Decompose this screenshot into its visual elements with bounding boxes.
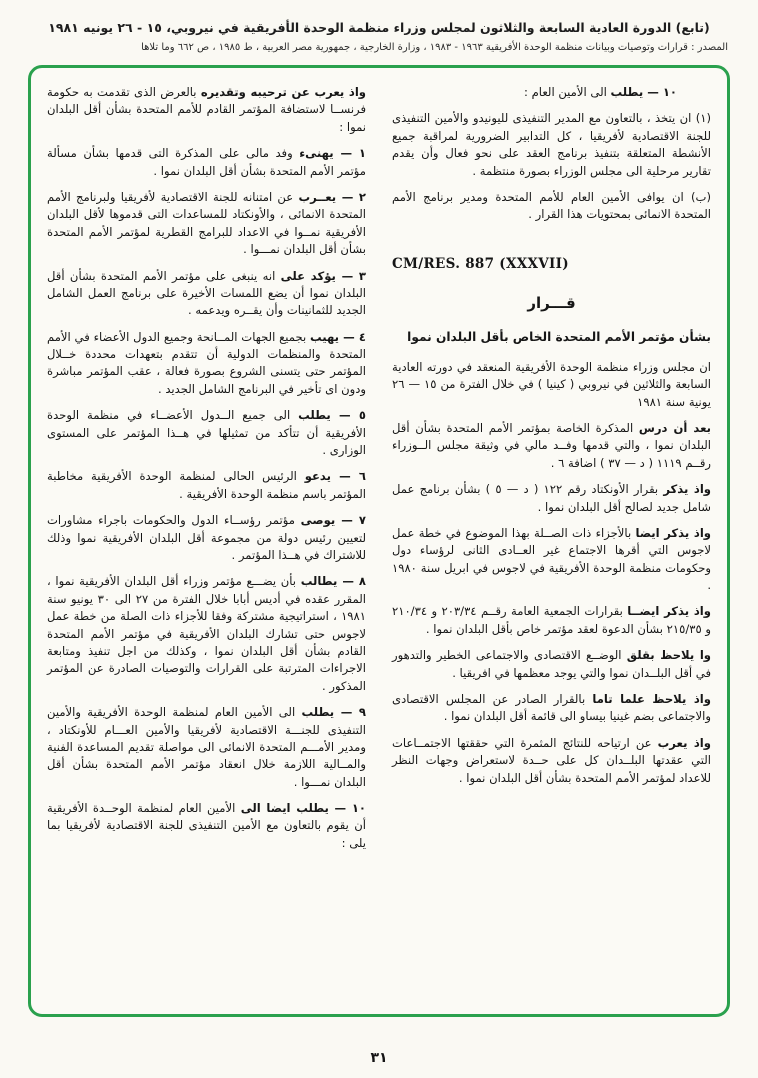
paragraph [47, 573, 366, 695]
paragraph-lead: ٣ — يؤكد على [280, 268, 366, 283]
paragraph-text: انه ينبغى على مؤتمر الأمم المتحدة بشأن أقل البلدان نموا أن يضع اللمسات الأخيرة على برنامج العمل الشامل الجديد للثمانينات وأن يقــره ويدعمه . [47, 268, 366, 318]
paragraph-lead: واذ يذكر ايضــا [627, 604, 711, 619]
paragraph [392, 691, 711, 726]
paragraph-text: (١) ان يتخذ ، بالتعاون مع المدير التنفيذى لليونيدو والأمين التنفيذى للجنة الاقتصادية لأفريقيا ، كل التدابير الضرورية لمراقبة جميع الأنشطة المتعلقة بتنفيذ برنامج العقد على نحو فعال وأن يقدم تقارير مرحلية الى مجلس الوزراء بصورة منتظمة . [392, 111, 711, 178]
paragraph [47, 84, 366, 136]
paragraph-lead: وا يلاحظ بقلق [626, 648, 712, 663]
paragraph-text: وفد مالى على المذكرة التى قدمها بشأن مسألة مؤتمر الأمم المتحدة بشأن أقل البلدان نموا . [47, 146, 366, 178]
paragraph [47, 800, 366, 852]
resolution-code: CM/RES. 887 (XXXVII) [392, 255, 569, 272]
paragraph-text: المذكرة الخاصة بمؤتمر الأمم المتحدة بشأن أقل البلدان نموا ، والتي قدمها وفــد مالي في وثيقة مجلس الــوزراء رقــم ١١١٩ ( د — ٣٧ ) اضافة ٦ . [392, 420, 711, 470]
paragraph [392, 603, 711, 638]
paragraph-text: الى جميع الــدول الأعضــاء في منظمة الوحدة الأفريقية أن تتأكد من تمثيلها في هــذا المؤتمر على المستوى الوزارى . [47, 408, 366, 458]
paragraph [392, 735, 711, 787]
paragraph [47, 704, 366, 791]
paragraph-text: بقرار الأونكتاد رقم ١٢٢ ( د — ٥ ) بشأن برنامج عمل شامل جديد لصالح أقل البلدان نموا . [392, 482, 711, 514]
column-left [47, 84, 366, 1004]
paragraph [392, 110, 711, 180]
paragraph [47, 189, 366, 259]
paragraph-text: مؤتمر رؤســاء الدول والحكومات باجراء مشاورات لتعيين رئيس دولة من مجموعة أقل البلدان الأفريقية نموا وذلك للاشتراك في هــذا المؤتمر . [47, 513, 366, 562]
paragraph-lead: واذ يعرب عن ترحيبه وتقديره [200, 85, 366, 99]
page-number: ٣١ [370, 1050, 388, 1066]
paragraph-text: (ب) ان يوافى الأمين العام للأمم المتحدة ومدير برنامج الأمم المتحدة الانمائى بمحتويات هذا القرار . [392, 189, 711, 222]
resolution-subject: بشأن مؤتمر الأمم المتحدة الخاص بأقل البلدان نموا [407, 330, 711, 345]
paragraph-lead: ٦ — يدعو [304, 469, 366, 484]
paragraph-lead: واذ يعرب [657, 735, 711, 750]
paragraph [47, 512, 366, 564]
paragraph-lead: ٥ — يطلب [298, 408, 366, 423]
paragraph [392, 525, 711, 595]
paragraph-text: بالعرض الذى تقدمت به حكومة فرنســا لاستضافة المؤتمر القادم للأمم المتحدة بشأن أقل البلدان نموا : [47, 85, 366, 134]
paragraph [392, 647, 711, 682]
paragraph-lead: ٨ — يطالب [300, 574, 366, 589]
paragraph-lead: ١٠ — يطلب [610, 85, 677, 99]
paragraph [47, 329, 366, 399]
paragraph-text: بأن يضـــع مؤتمر وزراء أقل البلدان الأفريقية نموا ، المقرر عقده في أديس أبابا خلال الفترة من ٢٧ الى ٣٠ يونيو سنة ١٩٨١ ، استراتيجية مشتركة وفقا للأجزاء ذات الصلة من خطة عمل لاجوس حتى تشارك البلدان الأفريقية في مؤتمر الأمم المتحدة القادم بشأن أقل البلدان نموا ، وكذلك من اجل تنفيذ ومتابعة الاجراءات المترتبة على القرارات والتوصيات الصادرة عن المؤتمر المذكور . [47, 574, 367, 693]
column-right [392, 84, 711, 1004]
paragraph-lead: واذ يذكر ايضا [635, 525, 711, 540]
header-source-line: المصدر : قرارات وتوصيات وبيانات منظمة الوحدة الأفريقية ١٩٦٣ - ١٩٨٣ ، وزارة الخارجية ، جمهورية مصر العربية ، ط ١٩٨٥ ، ص ٦٦٢ وما تلاها [141, 42, 728, 53]
paragraph [47, 268, 366, 320]
paragraph [392, 359, 711, 411]
paragraph-lead: بعد أن درس [638, 420, 711, 435]
paragraph-text: بقرارات الجمعية العامة رقــم ٢٠٣/٣٤ و ٢١٠/٣٤ و ٢١٥/٣٥ بشأن الدعوة لعقد مؤتمر خاص بأقل البلدان نموا . [392, 604, 711, 636]
paragraph-text: الرئيس الحالى لمنظمة الوحدة الأفريقية مخاطبة المؤتمر باسم منظمة الوحدة الأفريقية . [47, 469, 366, 501]
paragraph-text: عن ارتياحه للنتائج المثمرة التي حققتها الاجتمــاعات التي عقدتها البلــدان كل على حــدة لاستعراض وجهات النظر للاعداد لمؤتمر الأمم المتحدة بشأن أقل البلدان نموا . [392, 735, 711, 785]
paragraph-text: الى الأمين العام لمنظمة الوحدة الأفريقية والأمين التنفيذى للجنـــة الاقتصادية لأفريقيا والأمين العـــام للأونكتاد ، ومدير الأمـــم المتحدة الانمائى الى مواصلة تقديم المساعدة الفنية والمــالية اللازمة خلال انعقاد مؤتمر الأمم المتحدة بشأن أقل البلدان نمـــوا . [47, 705, 366, 789]
paragraph-lead: واذ يذكر [663, 482, 712, 497]
two-column-text [47, 84, 711, 1004]
header-title: (تابع) الدورة العادية السابعة والثلاثون لمجلس وزراء منظمة الوحدة الأفريقية في نيروبي، ١٥ - ٢٦ يونيه ١٩٨١ [48, 20, 710, 35]
paragraph-lead: ١ — يهنىء [299, 146, 366, 161]
paragraph-text: ان مجلس وزراء منظمة الوحدة الأفريقية المنعقد في دورته العادية السابعة والثلاثين في نيروبي ( كينيا ) في خلال الفترة من ١٥ — ٢٦ يونية سنة ١٩٨١ [392, 359, 711, 409]
paragraph-text: عن امتنانه للجنة الاقتصادية لأفريقيا ولبرنامج الأمم المتحدة الانمائى ، والأونكتاد للمساعدات التى قدموها لأقل البلدان الأفريقية نمــوا في الاعداد للبرامج القطرية لمؤتمر الأمم المتحدة بشأن أقل البلدان نمـــوا . [47, 189, 366, 257]
paragraph-lead: ٩ — يطلب [301, 705, 366, 720]
paragraph-text: الى الأمين العام : [524, 85, 611, 99]
paragraph [392, 189, 711, 224]
page-header [0, 0, 758, 53]
paragraph-text: بالأجزاء ذات الصــلة بهذا الموضوع في خطة عمل لاجوس التي أقرها الاجتماع غير العــادى الثانى لرؤساء دول وحكومات منظمة الوحدة الأفريقية في لاجوس في ابريل سنة ١٩٨٠ . [392, 525, 711, 593]
paragraph-text: بجميع الجهات المــانحة وجميع الدول الأعضاء في الأمم المتحدة والمنظمات الدولية أن تتقدم بتعهدات محددة خــلال المؤتمر حتى يتسنى الشروع بصورة فعالة ، عقب المؤتمر مباشرة ودون اى تأخير في البرنامج الشامل الجديد . [47, 329, 366, 396]
paragraph-lead: واذ يلاحظ علما تاما [592, 692, 711, 707]
paragraph-lead: ٢ — يعــرب [298, 189, 366, 204]
paragraph-lead: ٤ — يهيب [310, 329, 366, 344]
resolution-title: قـــرار [527, 293, 576, 312]
paragraph [47, 468, 366, 503]
paragraph [392, 84, 711, 101]
paragraph-text: بالقرار الصادر عن المجلس الاقتصادى والاجتماعى بضم غينيا بيساو الى قائمة أقل البلدان نموا . [392, 692, 711, 724]
paragraph-lead: ١٠ — يطلب ايضا الى [240, 801, 366, 816]
paragraph [47, 145, 366, 180]
paragraph [392, 420, 711, 472]
paragraph [392, 481, 711, 516]
paragraph-lead: ٧ — يوصى [300, 513, 366, 528]
paragraph-text: الوضــع الاقتصادى والاجتماعى الخطير والتدهور في أقل البلــدان نموا والتي يوجد معظمها في افريقيا . [392, 648, 711, 680]
paragraph-text: الأمين العام لمنظمة الوحــدة الأفريقية أن يقوم بالتعاون مع الأمين التنفيذى للجنة الاقتصادية لأفريقيا بما يلى : [47, 801, 366, 850]
page-footer [0, 1047, 758, 1066]
content-border-box [28, 65, 730, 1017]
paragraph [47, 407, 366, 459]
